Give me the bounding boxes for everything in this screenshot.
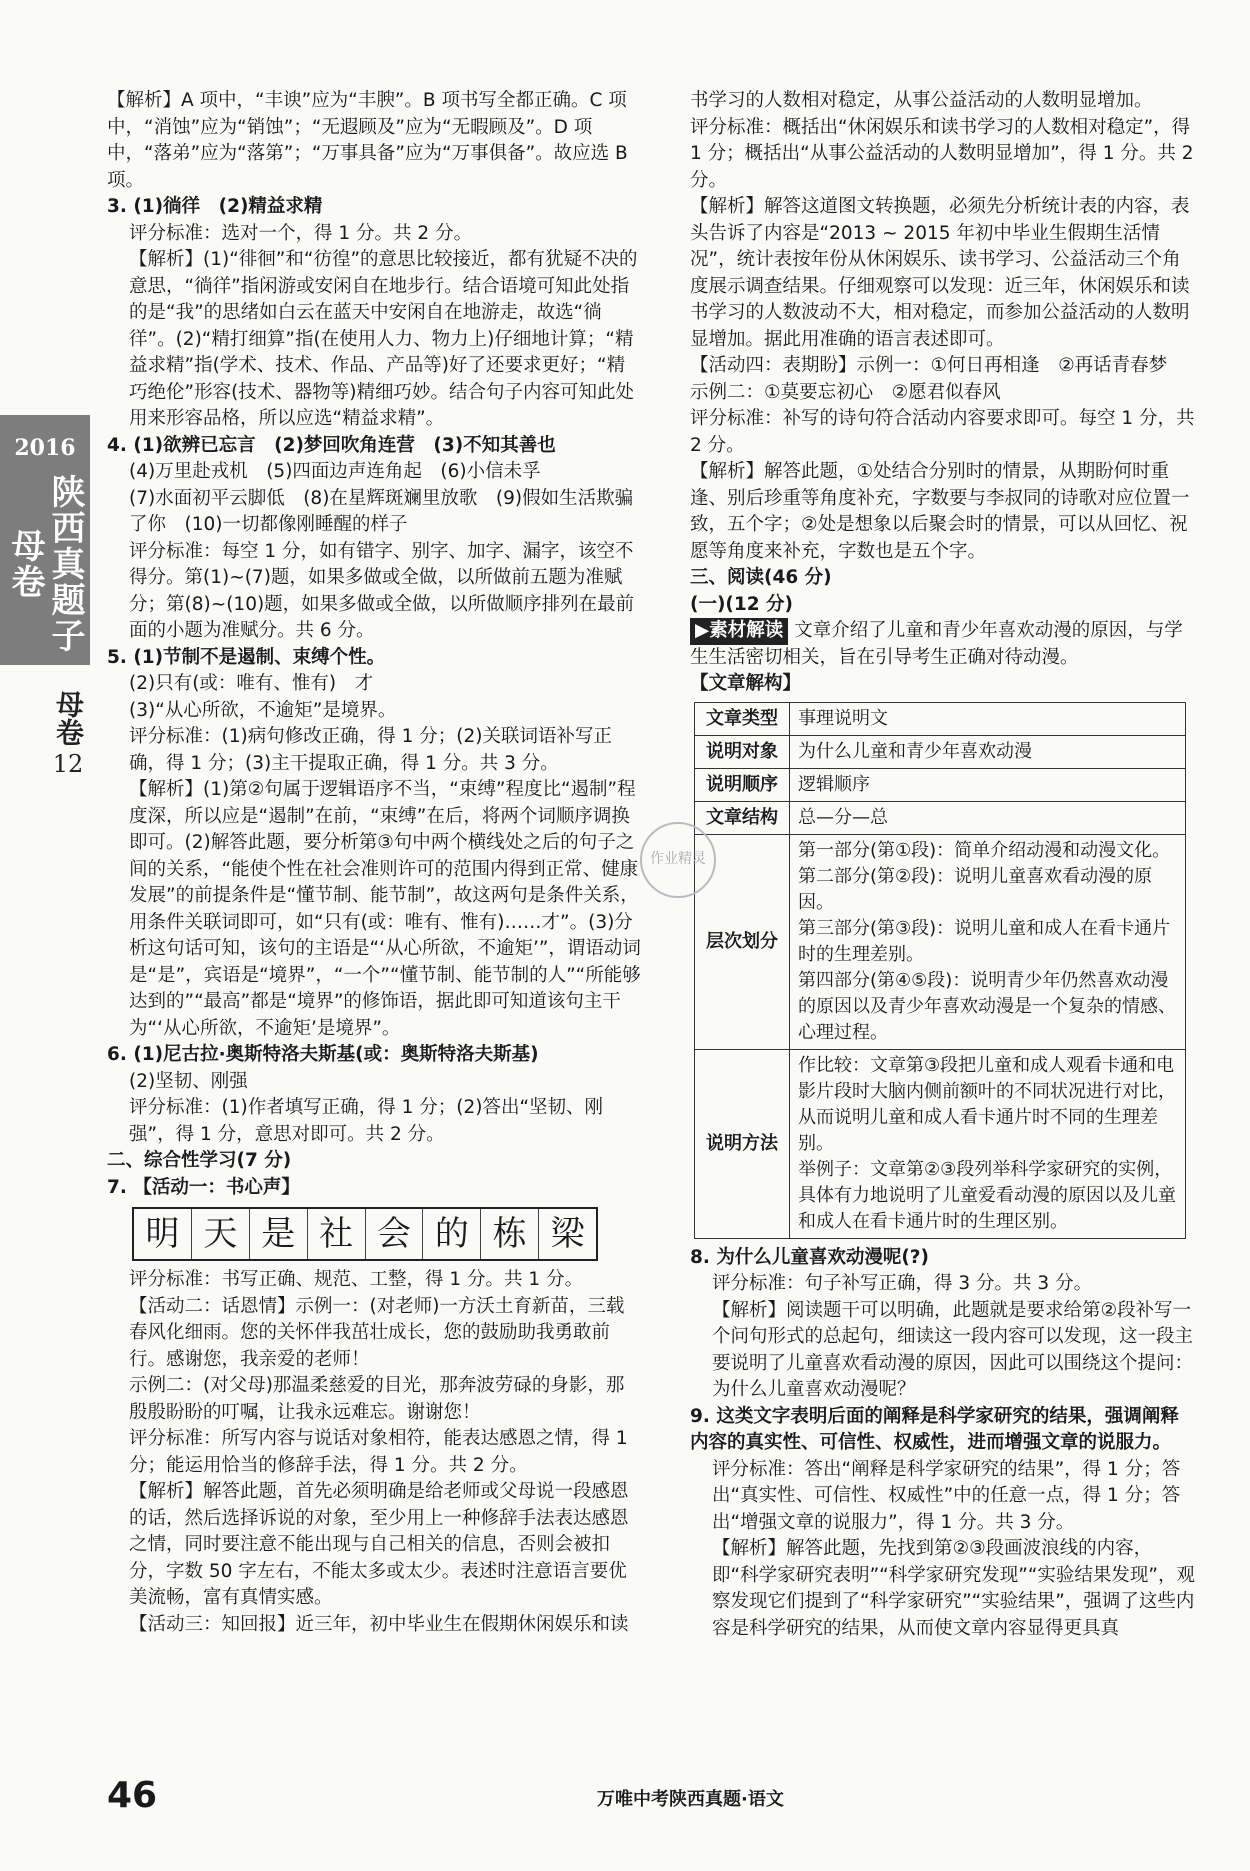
watermark-stamp: 作业精灵 — [640, 822, 716, 898]
calligraphy-char: 社 — [308, 1209, 366, 1259]
page-number: 46 — [107, 1775, 158, 1816]
analysis: 【解析】阅读题干可以明确，此题就是要求给第②段补写一个问句形式的总起句，细读这一段内容可以发现，这一段主要说明了儿童喜欢看动漫的原因，因此可以围绕这个提问：为什么儿童喜欢动漫呢？ — [712, 1299, 1194, 1400]
analysis: 【解析】(1)第②句属于逻辑语序不当，“束缚”程度比“遏制”程度深，所以应是“遏制”在前，“束缚”在后，将两个词顺序调换即可。(2)解答此题，要分析第③句中两个横线处之后的句子之间的关系，“能使个性在社会准则许可的范围内得到正常、健康发展”的前提条件是“懂节制、能节制”，故这两句是条件关系，用条件关联词即可，如“只有(或：唯有、惟有)……才”。(3)分析这句话可知，该句的主语是“‘从心所欲，不逾矩’”，谓语动词是“是”，宾语是“境界”，“一个”“懂节制、能节制的人”“所能够达到的”“最高”都是“境界”的修饰语，据此即可知道该句主干为“‘从心所欲，不逾矩’是境界”。 — [129, 779, 641, 1039]
analysis: 【解析】解答这道图文转换题，必须先分析统计表的内容，表头告诉了内容是“2013 ~ 2015 年初中毕业生假期生活情况”，统计表按年份从休闲娱乐、读书学习、公益活动三个角度展示调查结果。仔细观察可以发现：近三年，休闲娱乐和读书学习的人数波动不大，相对稳定，而参加公益活动的人数明显增加。据此用准确的语言表述即可。 — [690, 196, 1190, 350]
table-row: 说明方法 作比较：文章第③段把儿童和成人观看卡通和电影片段时大脑内侧前额叶的不同状况进行对比，从而说明儿童和成人看卡通片时不同的生理差别。 举例子：文章第②③段列举科学家研究的实例，具体有力地说明了儿童爱看动漫的原因以及儿童和成人在看卡通片时的生理区别。 — [695, 1049, 1186, 1238]
side-tab-year: 2016 — [14, 435, 76, 461]
scoring-standard: 评分标准：补写的诗句符合活动内容要求即可。每空 1 分，共 2 分。 — [690, 408, 1195, 456]
analysis: 【解析】(1)“徘徊”和“彷徨”的意思比较接近，都有犹疑不决的意思，“徜徉”指闲游或安闲自在地步行。结合语境可知此处指的是“我”的思绪如白云在蓝天中安闲自在地游走，故选“徜徉”。(2)“精打细算”指(在使用人力、物力上)仔细地计算；“精益求精”指(学术、技术、作品、产品等)好了还要求更好；“精巧绝伦”形容(技术、器物等)精细巧妙。结合句子内容可知此处用来形容品格，所以应选“精益求精”。 — [129, 249, 638, 429]
footer-title: 万唯中考陕西真题·语文 — [597, 1789, 784, 1810]
question-6-answer: 6. (1)尼古拉·奥斯特洛夫斯基(或：奥斯特洛夫斯基) — [107, 1044, 539, 1065]
scoring-standard: 评分标准：每空 1 分，如有错字、别字、加字、漏字，该空不得分。第(1)~(7)题，如果多做或全做，以所做前五题为准赋分；第(8)~(10)题，如果多做或全做，以所做顺序排列在最前面的小题为准赋分。共 6 分。 — [129, 540, 635, 641]
calligraphy-char: 栋 — [481, 1209, 539, 1259]
table-row: 文章结构 总—分—总 — [695, 801, 1186, 834]
question-3-answer: 3. (1)徜徉 (2)精益求精 — [107, 196, 323, 217]
table-row: 层次划分 第一部分(第①段)：简单介绍动漫和动漫文化。 第二部分(第②段)：说明儿童喜欢看动漫的原因。 第三部分(第③段)：说明儿童和成人在看卡通片时的生理差别。 第四部分(第④⑤段)：说明青少年仍然喜欢动漫的原因以及青少年喜欢动漫是一个复杂的情感、心理过程。 — [695, 834, 1186, 1049]
scoring-standard: 评分标准：选对一个，得 1 分。共 2 分。 — [129, 222, 473, 244]
structure-table — [694, 702, 1186, 1239]
answer-line: (3)“从心所欲，不逾矩”是境界。 — [129, 699, 397, 721]
scoring-standard: 评分标准：(1)病句修改正确，得 1 分；(2)关联词语补写正确，得 1 分；(3)主干提取正确，得 1 分。共 3 分。 — [129, 726, 612, 774]
side-tab-label: 母卷 12 — [48, 690, 88, 778]
analysis: 【解析】解答此题，首先必须明确是给老师或父母说一段感恩的话，然后选择诉说的对象，至少用上一种修辞手法表达感恩之情，同时要注意不能出现与自己相关的信息，否则会被扣分，字数 50 字左右，不能太多或太少。表述时注意语言要优美流畅，富有真情实感。 — [129, 1481, 629, 1608]
scoring-standard: 评分标准：句子补写正确，得 3 分。共 3 分。 — [712, 1273, 1093, 1294]
left-column — [107, 88, 642, 1638]
table-row: 说明顺序 逻辑顺序 — [695, 768, 1186, 801]
activity-answer: 【活动二：话恩情】示例一：(对老师)一方沃土育新苗，三载春风化细雨。您的关怀伴我茁壮成长，您的鼓励助我勇敢前行。感谢您，我亲爱的老师！ — [129, 1295, 625, 1370]
activity-answer: 示例二：(对父母)那温柔慈爱的目光，那奔波劳碌的身影，那殷殷盼盼的叮嘱，让我永远难忘。谢谢您！ — [129, 1375, 625, 1423]
question-7-activity: 7. 【活动一：书心声】 — [107, 1176, 300, 1198]
calligraphy-char: 明 — [134, 1209, 192, 1259]
answer-line: (7)水面初平云脚低 (8)在星辉斑斓里放歌 (9)假如生活欺骗了你 (10)一切都像刚睡醒的样子 — [129, 487, 634, 535]
question-9-answer: 9. 这类文字表明后面的阐释是科学家研究的结果，强调阐释内容的真实性、可信性、权威性，进而增强文章的说服力。 — [690, 1405, 1179, 1453]
paragraph: 【解析】A 项中，“丰谀”应为“丰腴”。B 项书写全都正确。C 项中，“消蚀”应为“销蚀”；“无遐顾及”应为“无暇顾及”。D 项中，“落弟”应为“落第”；“万事具备”应为“万事俱备”。故应选 B 项。 — [107, 90, 628, 191]
analysis: 【解析】解答此题，①处结合分别时的情景，从期盼何时重逢、别后珍重等角度补充，字数要与李叔同的诗歌对应位置一致，五个字；②处是想象以后聚会时的情景，可以从回忆、祝愿等角度来补充，字数也是五个字。 — [690, 461, 1190, 562]
activity-answer: 【活动四：表期盼】示例一：①何日再相逢 ②再话青春梦 — [690, 355, 1168, 376]
answer-line: (2)只有(或：唯有、惟有) 才 — [129, 673, 374, 694]
material-badge: ▶素材解读 — [690, 618, 788, 645]
scoring-standard: 评分标准：书写正确、规范、工整，得 1 分。共 1 分。 — [129, 1269, 584, 1290]
side-tab-series: 陕西真题子母卷 — [5, 474, 85, 654]
section-heading: 三、阅读(46 分) — [690, 567, 832, 588]
section-heading: 二、综合性学习(7 分) — [107, 1150, 292, 1171]
calligraphy-char: 会 — [366, 1209, 424, 1259]
calligraphy-char: 是 — [250, 1209, 308, 1259]
calligraphy-char: 梁 — [550, 1213, 585, 1254]
right-column — [690, 88, 1195, 1642]
table-row: 说明对象 为什么儿童和青少年喜欢动漫 — [695, 735, 1186, 768]
calligraphy-char: 的 — [423, 1209, 481, 1259]
scoring-standard: 评分标准：(1)作者填写正确，得 1 分；(2)答出“坚韧、刚强”，得 1 分，意思对即可。共 2 分。 — [129, 1097, 604, 1145]
material-text: 文章介绍了儿童和青少年喜欢动漫的原因，与学生生活密切相关，旨在引导考生正确对待动漫。 — [690, 620, 1183, 668]
activity-answer: 【活动三：知回报】近三年，初中毕业生在假期休闲娱乐和读 — [129, 1613, 629, 1635]
calligraphy-char: 天 — [192, 1209, 250, 1259]
page-footer — [107, 1775, 1207, 1815]
side-tab — [0, 415, 90, 665]
answer-line: (4)万里赴戎机 (5)四面边声连角起 (6)小信未孚 — [129, 461, 541, 482]
table-row: 文章类型 事理说明文 — [695, 702, 1186, 735]
material-interpretation — [690, 618, 1195, 671]
scoring-standard: 评分标准：答出“阐释是科学家研究的结果”，得 1 分；答出“真实性、可信性、权威性”中的任意一点，得 1 分；答出“增强文章的说服力”，得 1 分。共 3 分。 — [712, 1458, 1181, 1533]
subsection-heading: (一)(12 分) — [690, 593, 794, 615]
calligraphy-grid — [132, 1207, 598, 1261]
scoring-standard: 评分标准：所写内容与说话对象相符，能表达感恩之情，得 1 分；能运用恰当的修辞手法，得 1 分。共 2 分。 — [129, 1428, 628, 1476]
side-tab-number: 12 — [52, 750, 84, 778]
scoring-standard: 评分标准：概括出“休闲娱乐和读书学习的人数相对稳定”，得 1 分；概括出“从事公益活动的人数明显增加”，得 1 分。共 2 分。 — [690, 116, 1194, 191]
question-8-answer: 8. 为什么儿童喜欢动漫呢(?) — [690, 1246, 929, 1268]
answer-line: (2)坚韧、刚强 — [129, 1070, 248, 1092]
question-4-answer: 4. (1)欲辨已忘言 (2)梦回吹角连营 (3)不知其善也 — [107, 434, 556, 456]
structure-heading: 【文章解构】 — [690, 673, 802, 694]
paragraph: 书学习的人数相对稳定，从事公益活动的人数明显增加。 — [690, 90, 1153, 111]
analysis: 【解析】解答此题，先找到第②③段画波浪线的内容，即“科学家研究表明”“科学家研究发现”“实验结果发现”，观察发现它们提到了“科学家研究”“实验结果”，强调了这些内容是科学研究的结果，从而使文章内容显得更具真 — [712, 1538, 1196, 1639]
activity-answer: 示例二：①莫要忘初心 ②愿君似春风 — [690, 381, 1001, 403]
question-5-answer: 5. (1)节制不是遏制、束缚个性。 — [107, 646, 386, 668]
